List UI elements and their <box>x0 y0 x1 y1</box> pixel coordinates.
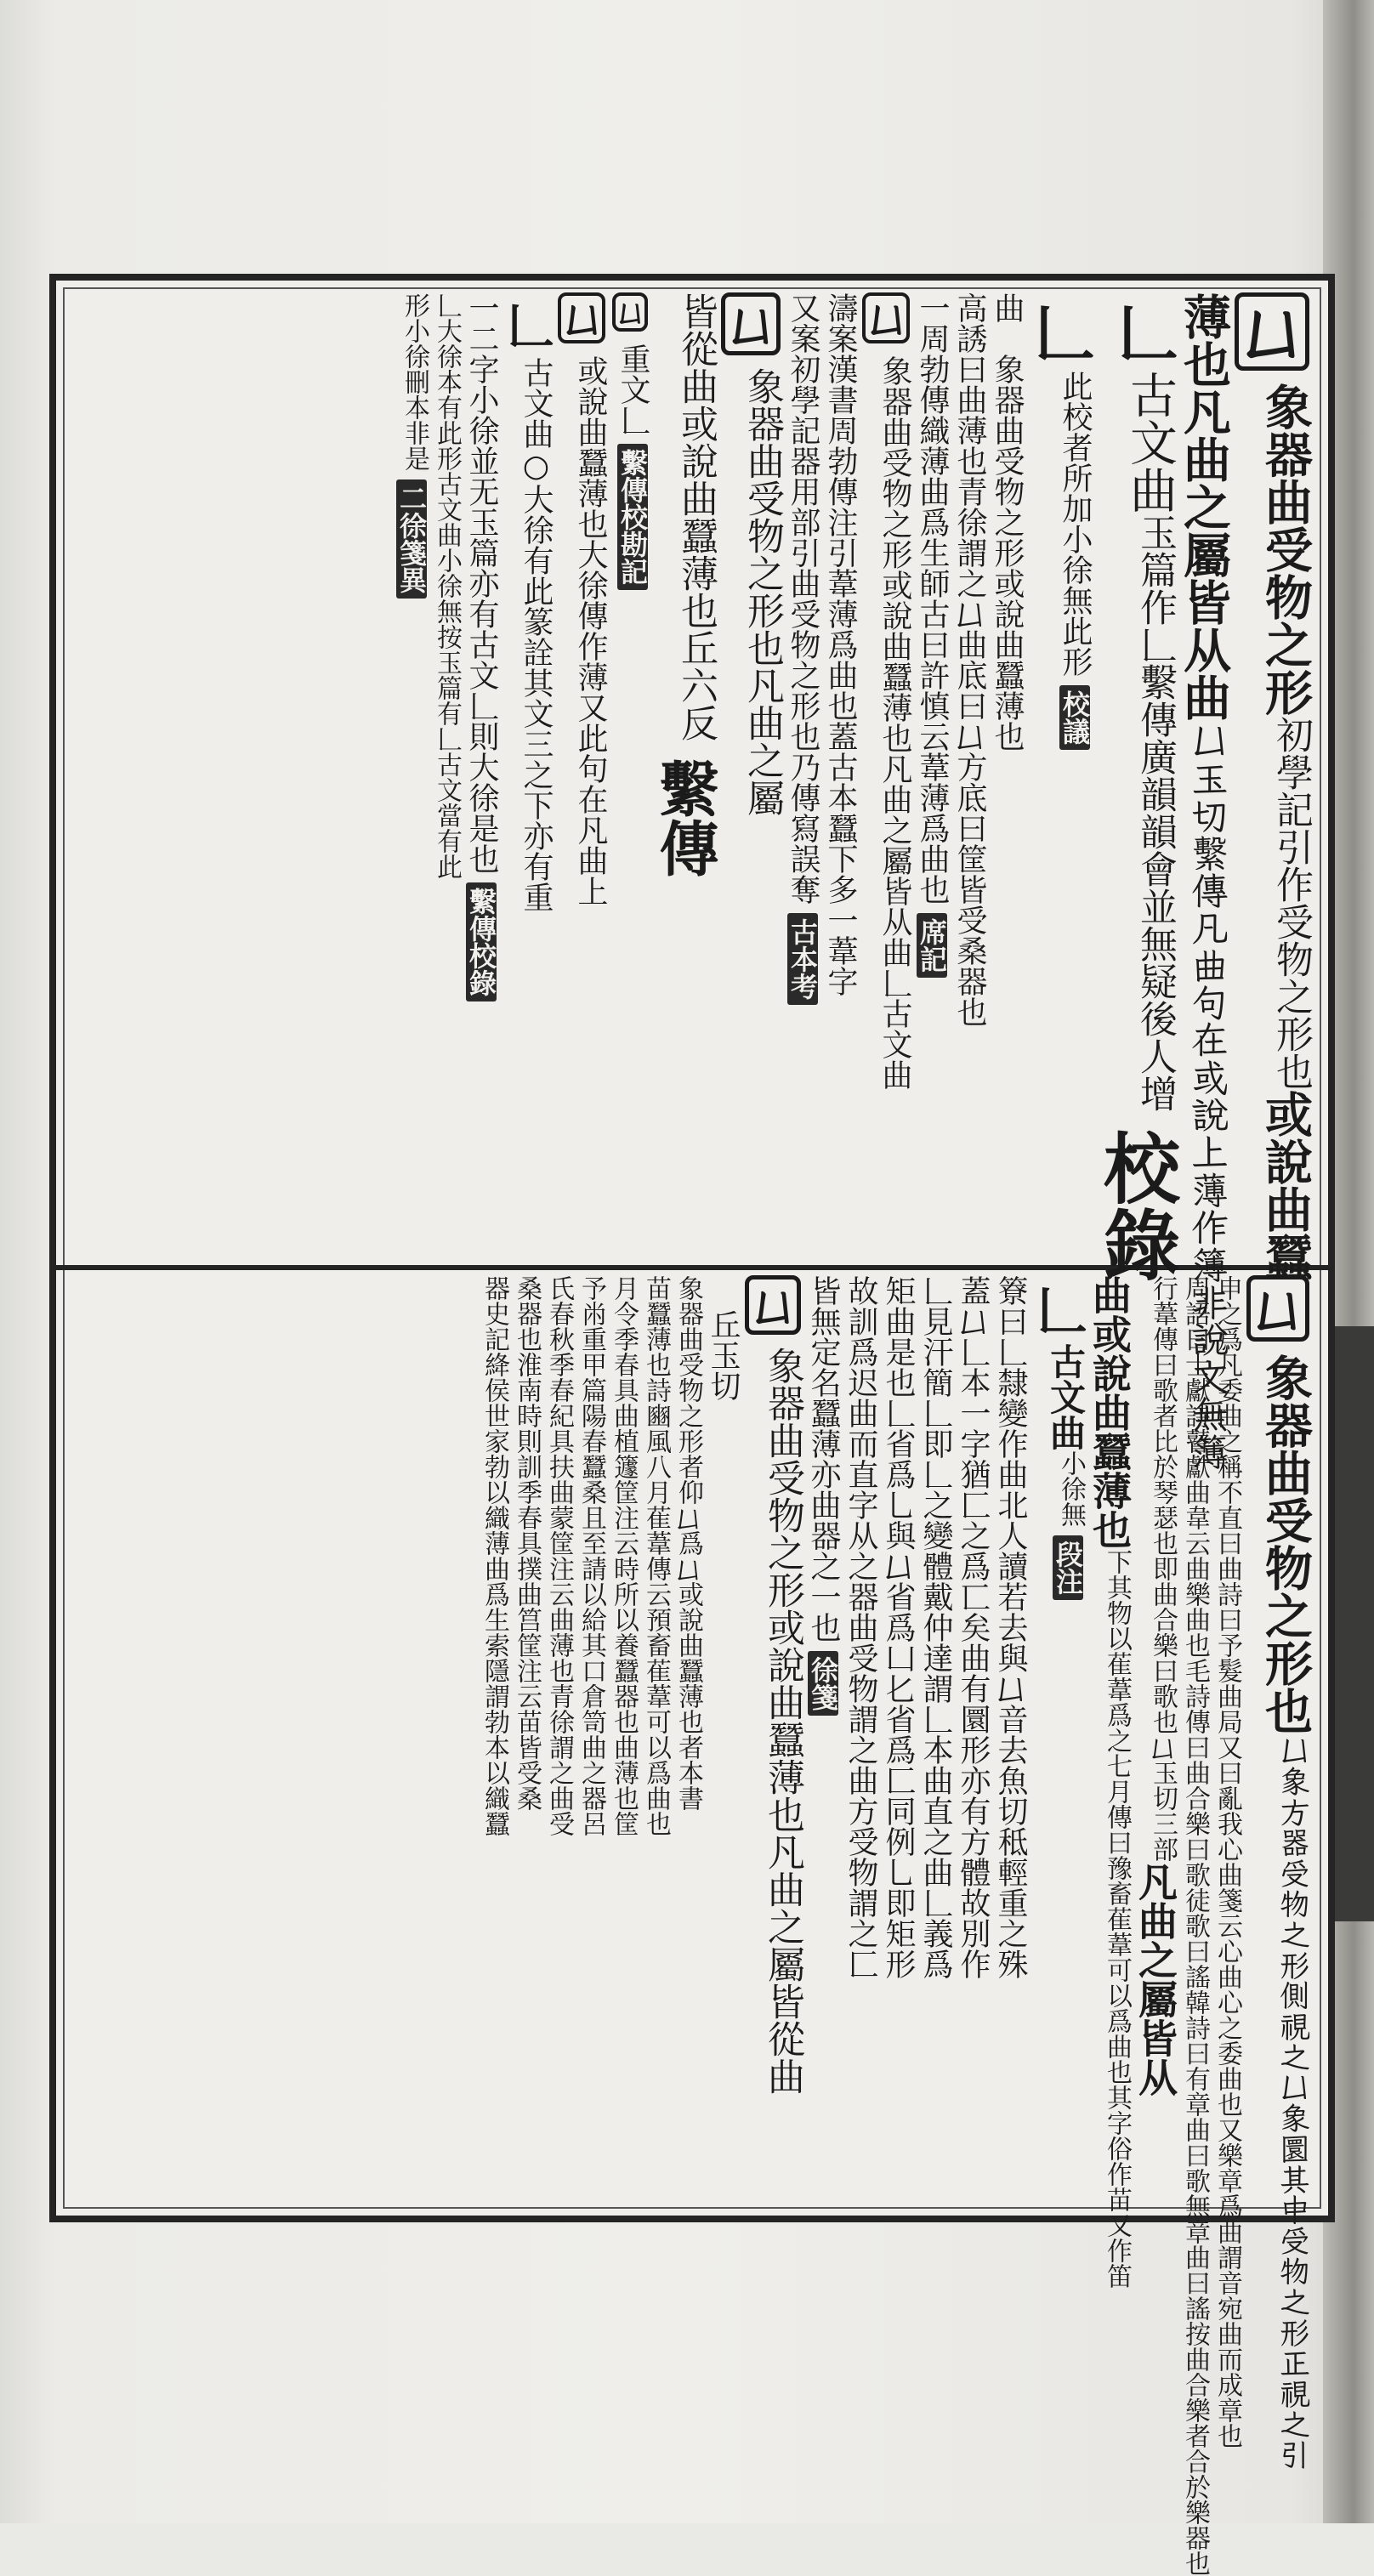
annotation: 或說曲蠶薄也大徐傳作薄又此句在凡曲上 <box>573 355 608 906</box>
annotation: 濤案漢書周勃傳注引葦薄爲曲也蓋古本蠶下多一葦字 <box>823 292 858 996</box>
seal-glyph: 𠃊 <box>1028 1284 1087 1335</box>
source-tag: 徐箋 <box>808 1651 838 1716</box>
seal-glyph: 𠃊 <box>1107 301 1179 362</box>
annotation: 器史記絳侯世家勃以織薄曲爲生索隱謂勃本以織蠶 <box>480 1275 509 1836</box>
bottom-col-16 <box>641 1275 671 1836</box>
entry-headword: 象器曲受物之形也 <box>1258 1353 1314 1734</box>
annotation: 小徐無 <box>1056 1450 1086 1527</box>
annotation: 初學記引作受物之形也 <box>1269 716 1313 1090</box>
source-tag: 席記 <box>917 913 947 978</box>
bottom-col-7 <box>993 1275 1028 1979</box>
top-col-13 <box>612 292 648 599</box>
annotation: 故訓爲迟曲而直字从之器曲受物謂之曲方受物謂之匚 <box>843 1275 878 1979</box>
radical-box-qu: 𠙴 <box>612 292 648 332</box>
annotation: 𠃊見汗簡𠃊即𠃊之變體戴仲達謂𠃊本曲直之曲𠃊義爲 <box>918 1275 953 1979</box>
radical-box-qu: 𠙴 <box>862 292 910 343</box>
annotation: 古文曲○大徐有此篆詮其文三之下亦有重 <box>519 357 554 912</box>
annotation: 苗蠶薄也詩豳風八月萑葦傳云預畜萑葦可以爲曲也 <box>641 1275 671 1836</box>
bottom-col-11 <box>845 1275 876 1979</box>
bottom-col-17 <box>609 1275 639 1836</box>
annotation: 予㡀重甲篇陽春蠶桑且至請以給其口倉笥曲之器呂 <box>576 1275 606 1836</box>
annotation: 又案初學記器用部引曲受物之形也乃傳寫誤奪 <box>786 292 820 905</box>
annotation: 氏春秋季春紀具扶曲蒙筐注云曲薄也青徐謂之曲受 <box>544 1275 574 1836</box>
entry-headword: 象器曲受物之形 <box>1258 383 1314 716</box>
top-col-15 <box>499 292 555 912</box>
top-col-12 <box>650 292 720 877</box>
bottom-col-10 <box>881 1275 916 1979</box>
bottom-col-21 <box>481 1275 507 1836</box>
annotation: 月令季春具曲植籧筐注云時所以養蠶器也曲薄也筐 <box>609 1275 639 1836</box>
annotation: 形小徐刪本非是 <box>400 292 429 471</box>
bottom-col-2 <box>1214 1275 1240 2448</box>
annotation: 蓋𠙴𠃊本一字猶匚之爲匸矣曲有圜形亦有方體故別作 <box>956 1275 991 1979</box>
entry-text: 象器曲受物之形或說曲蠶薄也凡曲之屬皆从曲𠃊古文曲 <box>877 355 912 1090</box>
top-col-18 <box>396 292 427 607</box>
source-tag: 校議 <box>1059 685 1090 750</box>
annotation: 申之爲凡委曲之稱不直曰曲詩曰予髮曲局又曰亂我心曲箋云心曲心之委曲也又樂章爲曲謂音宛曲而成章也 <box>1212 1275 1242 2448</box>
radical-box-qu: 𠙴 <box>1246 1275 1309 1342</box>
bottom-col-1 <box>1246 1275 1314 2469</box>
bottom-col-5 <box>1087 1275 1133 2289</box>
seal-glyph: 𠃊 <box>499 301 555 349</box>
top-col-5 <box>990 292 1025 752</box>
annotation: 玉篇作𠃊繫傳廣韻韻會並無疑後人增 <box>1133 513 1177 1112</box>
bottom-col-14 <box>706 1275 741 1401</box>
entry-text: 凡曲之屬皆从 <box>1133 1862 1178 2097</box>
bottom-col-3 <box>1180 1275 1210 2576</box>
top-col-9 <box>823 292 858 996</box>
annotation: 桑器也淮南時則訓季春具撲曲筥筐注云苗皆受桑 <box>512 1275 542 1811</box>
entry-text: 曲 象器曲受物之形或說曲蠶薄也 <box>990 292 1025 752</box>
top-col-16 <box>466 292 497 1010</box>
bottom-section <box>68 1275 1318 2576</box>
radical-box-qu: 𠙴 <box>1235 292 1309 371</box>
source-tag: 古本考 <box>787 913 818 1005</box>
annotation: 高誘曰曲薄也青徐謂之𠙴曲底曰𠙴方底曰筐皆受桑器也 <box>952 292 987 1027</box>
source-tag: 繫傳校勘記 <box>617 444 648 590</box>
radical-box-qu: 𠙴 <box>558 292 605 343</box>
annotation: 矩曲是也𠃊省爲乚與𠙴省爲凵𠤎省爲匚同例乚即矩形 <box>881 1275 916 1979</box>
annotation: 行葦傳曰歌者比於琴瑟也即曲合樂曰歌也𠙴玉切三部 <box>1148 1275 1178 1862</box>
bottom-col-6 <box>1028 1275 1087 1609</box>
annotation: 𠙴玉切繫傳凡曲句在或說上薄作簿非說文無簿 <box>1188 721 1231 1469</box>
top-col-17 <box>432 292 462 879</box>
bottom-col-20 <box>512 1275 542 1811</box>
bottom-col-4 <box>1133 1275 1178 2097</box>
annotation: 重文𠃊 <box>616 343 650 435</box>
source-tag: 段注 <box>1053 1535 1083 1600</box>
annotation: 下其物以萑葦爲之七月傳曰豫畜萑葦可以爲曲也其字俗作苗又作笛 <box>1102 1549 1132 2289</box>
top-col-8 <box>862 292 910 1090</box>
entry-text: 古文曲 <box>1045 1343 1087 1450</box>
bottom-col-15 <box>675 1275 701 1811</box>
top-col-3 <box>1090 292 1180 1282</box>
source-label-xichuan: 繫傳 <box>650 758 720 877</box>
source-label-jiaolu: 校錄 <box>1090 1129 1180 1282</box>
entry-text: 或說曲蠶 <box>1258 1090 1314 1280</box>
entry-text: 曲或說曲蠶薄也 <box>1087 1275 1133 1549</box>
annotation: 周語曰士獻詩瞽獻曲韋云曲樂曲也毛詩傳曰曲合樂曰歌徒歌曰謠韓詩曰有章曲曰歌無章曲曰謠按曲合樂者合於樂器也 <box>1180 1275 1210 2576</box>
annotation: 簝曰𠃊隸變作曲北人讀若去與𠙴音去魚切秪輕重之殊 <box>993 1275 1028 1979</box>
radical-box-qu: 𠙴 <box>745 1275 801 1335</box>
source-tag: 二徐箋異 <box>396 479 427 599</box>
entry-text: 薄也凡曲之屬皆从曲 <box>1176 292 1232 721</box>
bottom-col-12 <box>806 1275 841 1724</box>
bottom-col-8 <box>956 1275 991 1979</box>
bottom-col-18 <box>578 1275 604 1836</box>
bottom-col-13 <box>745 1275 804 2095</box>
top-col-1 <box>1235 292 1314 1280</box>
top-col-6 <box>954 292 985 1027</box>
entry-text: 象器曲受物之形也凡曲之屬 <box>741 367 784 816</box>
annotation: 丘玉切 <box>706 1309 741 1401</box>
top-col-11 <box>721 292 784 816</box>
top-col-14 <box>558 292 608 906</box>
annotation: 𠙴象方器受物之形側視之𠙴象圜其中受物之形正視之引 <box>1277 1734 1312 2469</box>
entry-text: 皆從曲或說曲蠶薄也丘六反 <box>674 292 718 741</box>
entry-text: 古文曲 <box>1122 371 1178 513</box>
annotation: 一周勃傳織薄曲爲生師古曰許慎云葦薄爲曲也 <box>915 292 950 905</box>
annotation: 此校者所加小徐無此形 <box>1058 371 1093 677</box>
top-col-10 <box>787 292 818 1013</box>
annotation: 皆無定名蠶薄亦曲器之一也 <box>806 1275 841 1643</box>
seal-glyph: 𠃊 <box>1024 301 1096 362</box>
annotation: 象器曲受物之形者仰𠙴爲𠙴或說曲蠶薄也者本書 <box>673 1275 703 1811</box>
bottom-col-19 <box>544 1275 574 1836</box>
entry-text: 象器曲受物之形或說曲蠶薄也凡曲之屬皆從曲 <box>761 1347 804 2095</box>
radical-box-qu: 𠙴 <box>721 292 781 355</box>
annotation: 𠃊大徐本有此形古文曲小徐無按玉篇有𠃊古文當有此 <box>432 292 462 879</box>
top-col-4 <box>1024 292 1096 758</box>
source-tag: 繫傳校錄 <box>466 882 497 1001</box>
annotation: 一二字小徐並无玉篇亦有古文𠃊則大徐是也 <box>464 292 499 874</box>
bottom-col-9 <box>920 1275 951 1979</box>
top-col-7 <box>915 292 950 986</box>
